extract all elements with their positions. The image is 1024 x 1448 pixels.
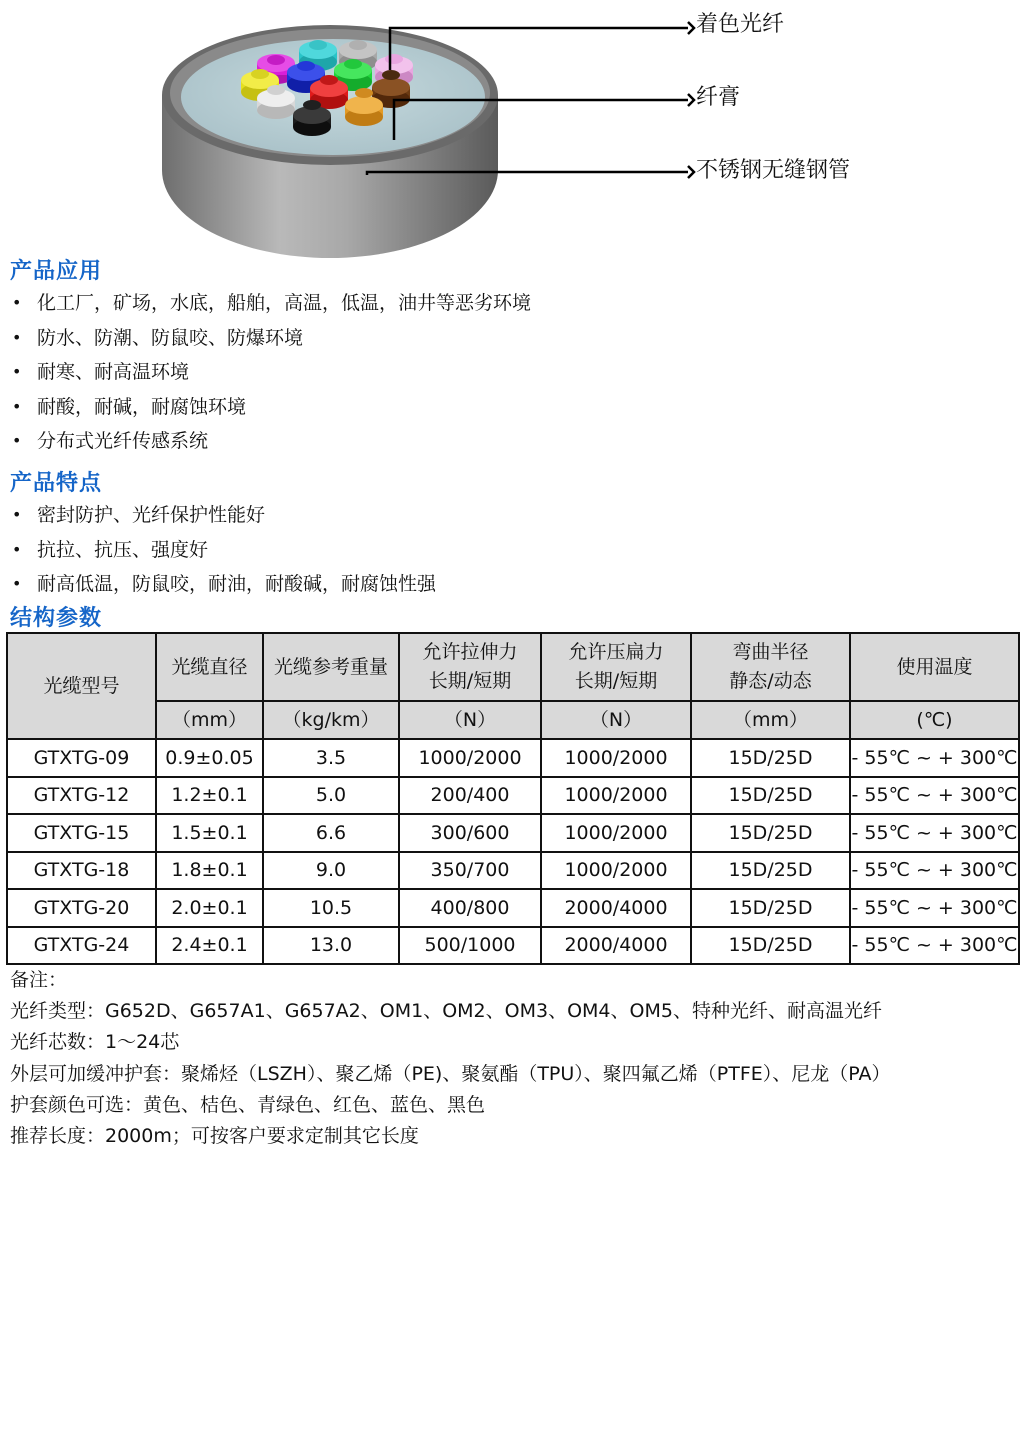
bullet-icon: •	[12, 362, 22, 381]
label-steel-tube: 不锈钢无缝钢管	[696, 158, 851, 183]
note-buffer-jacket: 外层可加缓冲护套：聚烯烃（LSZH）、聚乙烯（PE)、聚氨酯（TPU）、聚四氟乙烯（PTFE）、尼龙（PA）	[10, 1062, 891, 1085]
list-item: • 耐寒、耐高温环境	[10, 355, 531, 390]
unit-temp: (℃)	[850, 701, 1019, 739]
list-item: • 防水、防潮、防鼠咬、防爆环境	[10, 321, 531, 356]
table-row: GTXTG-24 2.4±0.1 13.0 500/1000 2000/4000 15D/25D - 55℃ ~ + 300℃	[7, 927, 1019, 965]
notes-heading: 备注：	[10, 969, 68, 991]
header-bend-radius: 弯曲半径 静态/动态	[691, 633, 850, 701]
header-tensile: 允许拉伸力 长期/短期	[399, 633, 541, 701]
table-row: GTXTG-20 2.0±0.1 10.5 400/800 2000/4000 15D/25D - 55℃ ~ + 300℃	[7, 889, 1019, 927]
unit-weight: （kg/km）	[263, 701, 399, 739]
bullet-icon: •	[12, 574, 22, 593]
table-row: GTXTG-09 0.9±0.05 3.5 1000/2000 1000/2000 15D/25D - 55℃ ~ + 300℃	[7, 739, 1019, 777]
list-item: • 密封防护、光纤保护性能好	[10, 498, 436, 533]
note-recommended-length: 推荐长度：2000m；可按客户要求定制其它长度	[10, 1125, 419, 1148]
list-item: • 耐酸，耐碱，耐腐蚀环境	[10, 390, 531, 425]
table-row: GTXTG-18 1.8±0.1 9.0 350/700 1000/2000 15D/25D - 55℃ ~ + 300℃	[7, 852, 1019, 890]
table-row: GTXTG-15 1.5±0.1 6.6 300/600 1000/2000 15D/25D - 55℃ ~ + 300℃	[7, 814, 1019, 852]
unit-bend: （mm）	[691, 701, 850, 739]
header-temperature: 使用温度	[850, 633, 1019, 701]
list-item: • 分布式光纤传感系统	[10, 424, 531, 459]
note-jacket-colors: 护套颜色可选：黄色、桔色、青绿色、红色、蓝色、黑色	[10, 1093, 486, 1116]
notes-section	[10, 965, 891, 1152]
label-fiber-gel: 纤膏	[696, 85, 741, 110]
header-model: 光缆型号	[7, 633, 156, 739]
section-title-structure: 结构参数	[10, 606, 103, 631]
table-units-row	[7, 701, 1019, 739]
bullet-icon: •	[12, 293, 22, 312]
structure-parameters-table	[6, 632, 1020, 965]
unit-diameter: （mm）	[156, 701, 263, 739]
bullet-icon: •	[12, 431, 22, 450]
label-colored-fiber: 着色光纤	[696, 12, 785, 37]
list-item: • 抗拉、抗压、强度好	[10, 533, 436, 568]
list-item: • 化工厂，矿场，水底，船舶，高温，低温，油井等恶劣环境	[10, 286, 531, 321]
header-crush: 允许压扁力 长期/短期	[541, 633, 691, 701]
applications-list	[10, 286, 531, 459]
section-title-applications: 产品应用	[10, 259, 103, 284]
features-list	[10, 498, 436, 602]
unit-tensile: （N）	[399, 701, 541, 739]
steel-tube-illustration	[0, 0, 1024, 262]
bullet-icon: •	[12, 505, 22, 524]
section-title-features: 产品特点	[10, 471, 103, 496]
header-weight: 光缆参考重量	[263, 633, 399, 701]
table-row: GTXTG-12 1.2±0.1 5.0 200/400 1000/2000 15D/25D - 55℃ ~ + 300℃	[7, 777, 1019, 815]
bullet-icon: •	[12, 539, 22, 559]
bullet-icon: •	[12, 327, 22, 347]
cable-cross-section-diagram	[0, 0, 1024, 262]
note-fiber-count: 光纤芯数：1～24芯	[10, 1031, 180, 1054]
table-header-row	[7, 633, 1019, 701]
list-item: • 耐高低温，防鼠咬，耐油，耐酸碱，耐腐蚀性强	[10, 567, 436, 602]
note-fiber-types: 光纤类型：G652D、G657A1、G657A2、OM1、OM2、OM3、OM4、OM5、特种光纤、耐高温光纤	[10, 1000, 882, 1023]
bullet-icon: •	[12, 396, 22, 416]
header-diameter: 光缆直径	[156, 633, 263, 701]
unit-crush: （N）	[541, 701, 691, 739]
